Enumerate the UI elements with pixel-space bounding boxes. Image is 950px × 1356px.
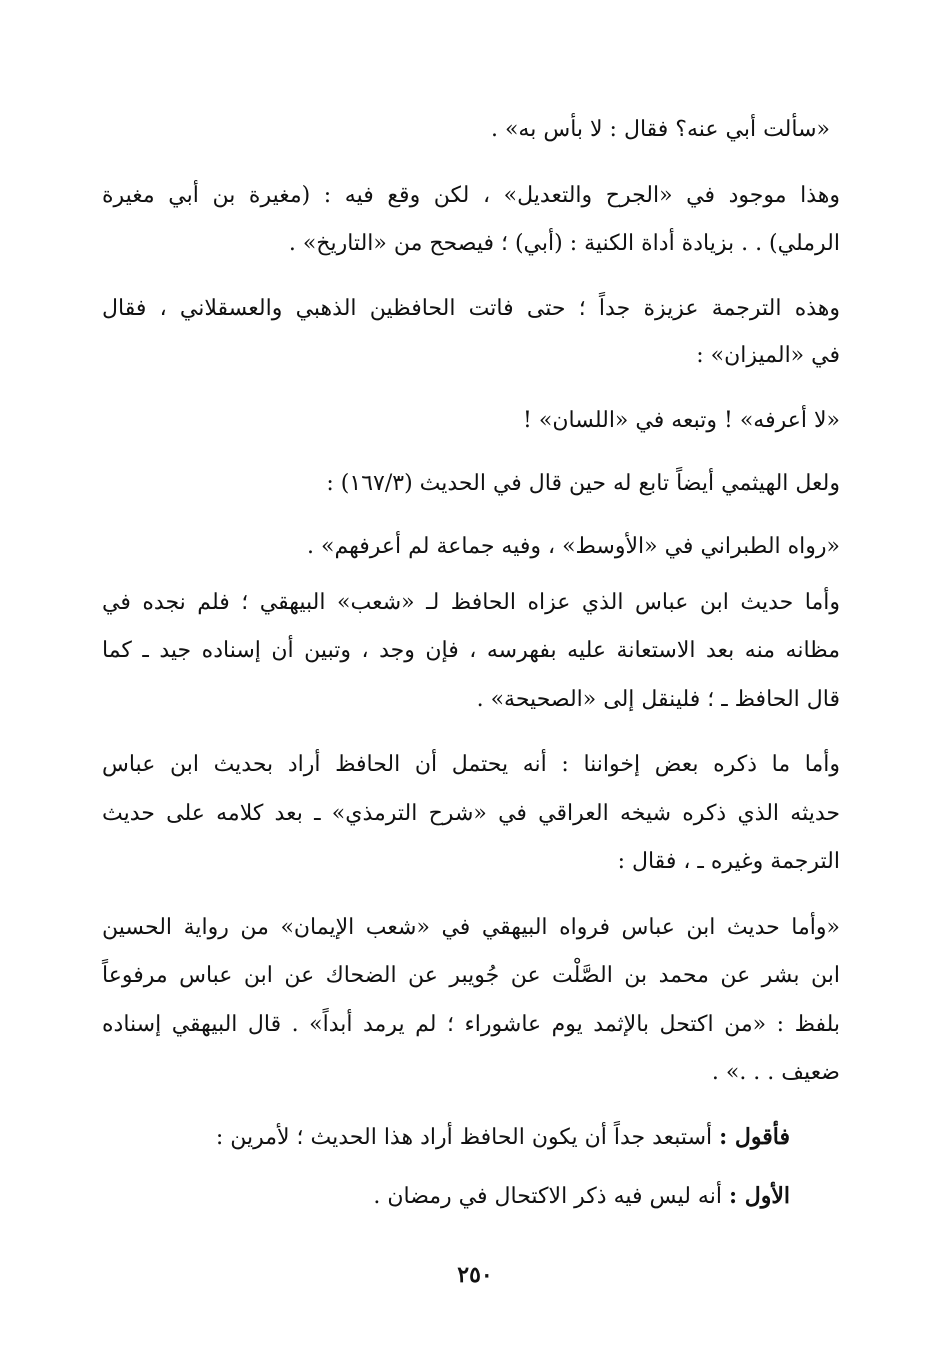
text-line-15: «وأما حديث ابن عباس فرواه البيهقي في «شعب الإيمان» من رواية الحسين <box>102 915 840 940</box>
text-line-2: وهذا موجود في «الجرح والتعديل» ، لكن وقع فيه : (مغيرة بن أبي مغيرة <box>102 183 840 208</box>
text-line-12: وأما ما ذكره بعض إخواننا : أنه يحتمل أن الحافظ أراد بحديث ابن عباس <box>102 752 840 777</box>
text-line-13: حديثه الذي ذكره شيخه العراقي في «شرح الترمذي» ـ بعد كلامه على حديث <box>102 801 840 826</box>
text-line-18: ضعيف . . .» . <box>711 1060 840 1085</box>
text-line-19 <box>216 1122 790 1152</box>
text-line-3: الرملي) . . بزيادة أداة الكنية : (أبي) ؛ فيصحح من «التاريخ» . <box>288 231 840 256</box>
text-line-7: ولعل الهيثمي أيضاً تابع له حين قال في الحديث (١٦٧/٣) : <box>326 471 840 496</box>
text-line-9: وأما حديث ابن عباس الذي عزاه الحافظ لـ «شعب» البيهقي ؛ فلم نجده في <box>102 590 840 615</box>
text-line-20-body: أنه ليس فيه ذكر الاكتحال في رمضان . <box>373 1184 722 1209</box>
text-line-16: ابن بشر عن محمد بن الصَّلْت عن جُويبر عن الضحاك عن ابن عباس مرفوعاً <box>102 963 840 988</box>
first-reason-label: الأول : <box>728 1183 790 1209</box>
text-line-1: «سألت أبي عنه؟ فقال : لا بأس به» . <box>490 117 830 142</box>
text-line-14: الترجمة وغيره ـ ، فقال : <box>617 849 840 874</box>
text-line-17: بلفظ : «من اكتحل بالإثمد يوم عاشوراء ؛ لم يرمد أبداً» . قال البيهقي إسناده <box>102 1012 840 1037</box>
text-line-8: «رواه الطبراني في «الأوسط» ، وفيه جماعة لم أعرفهم» . <box>307 534 840 559</box>
text-line-20 <box>373 1181 790 1211</box>
text-line-5: في «الميزان» : <box>696 343 840 368</box>
text-line-6: «لا أعرفه» ! وتبعه في «اللسان» ! <box>523 408 840 433</box>
faqul-label: فأقول : <box>719 1124 790 1150</box>
text-line-10: مظانه منه بعد الاستعانة عليه بفهرسه ، فإن وجد ، وتبين أن إسناده جيد ـ كما <box>102 638 840 663</box>
text-line-11: قال الحافظ ـ ؛ فلينقل إلى «الصحيحة» . <box>476 687 840 712</box>
text-line-19-body: أستبعد جداً أن يكون الحافظ أراد هذا الحديث ؛ لأمرين : <box>215 1125 713 1150</box>
page-number: ٢٥٠ <box>457 1262 493 1288</box>
text-line-4: وهذه الترجمة عزيزة جداً ؛ حتى فاتت الحافظين الذهبي والعسقلاني ، فقال <box>102 296 840 321</box>
